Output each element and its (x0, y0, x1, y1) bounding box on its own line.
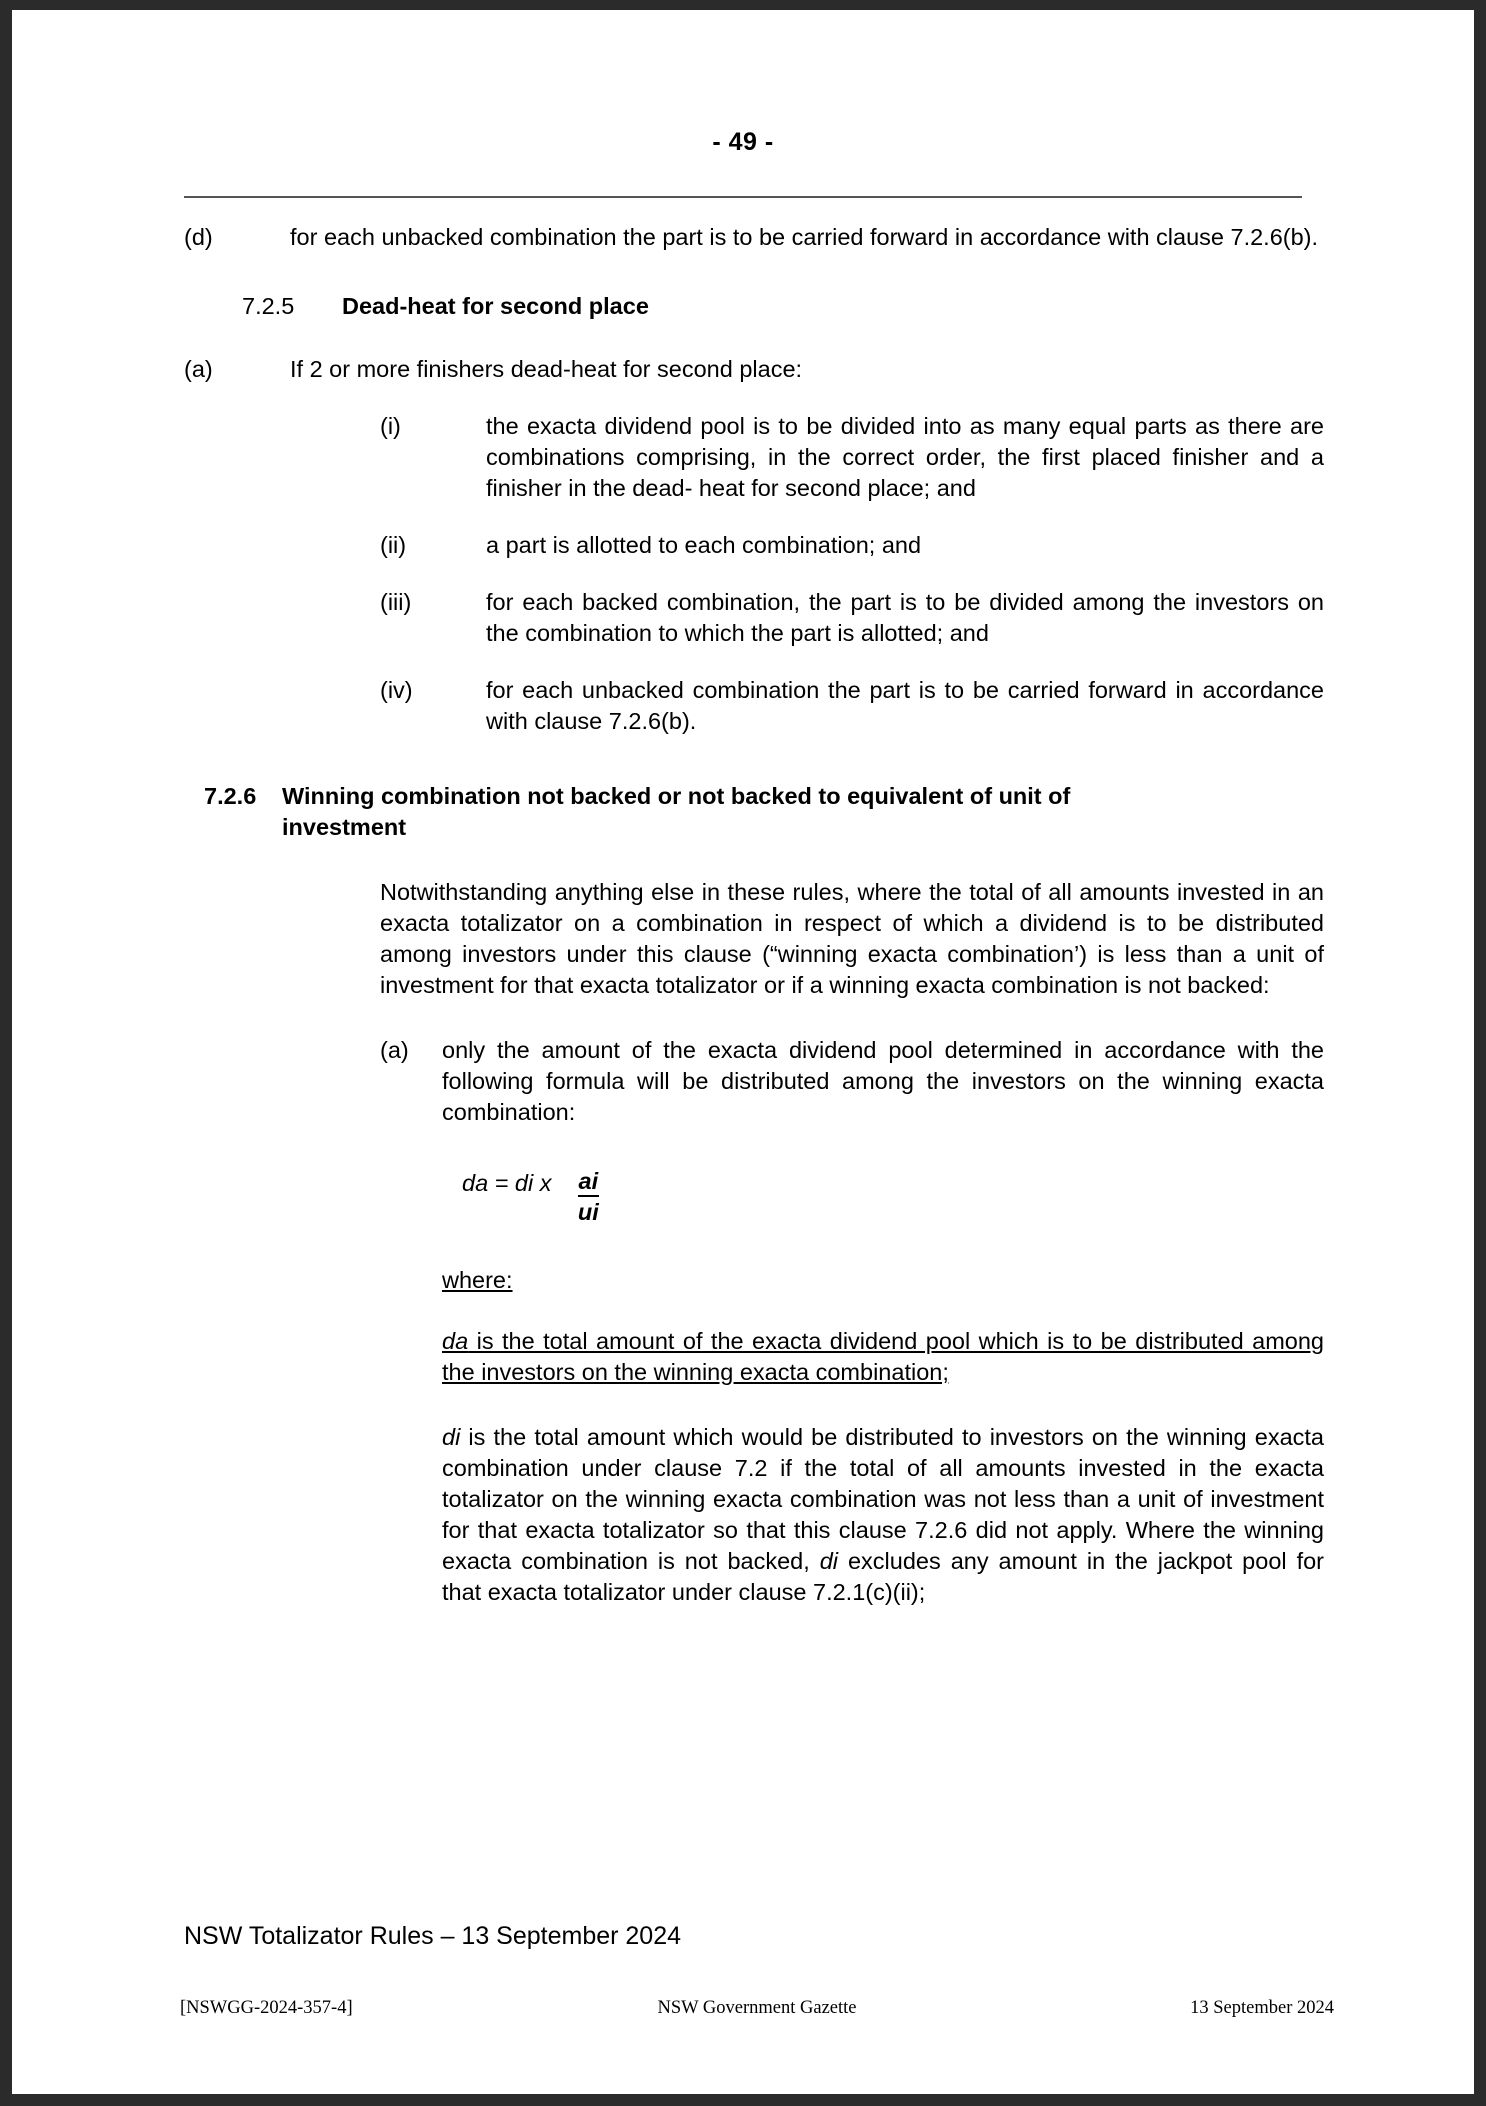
heading-7-2-6-title: Winning combination not backed or not backed to equivalent of unit of investment (282, 783, 1071, 840)
header-divider (184, 196, 1302, 198)
clause-725-a-iii (184, 587, 1324, 649)
document-body (184, 222, 1324, 1608)
where-label: where: (442, 1267, 513, 1293)
heading-7-2-6-number: 7.2.6 (204, 783, 257, 809)
definition-di-text-before: is the total amount which would be distributed to investors on the winning exacta combination under clause 7.2 if the total of all amounts invested in the exacta totalizator on the winning exacta combination was not less than a unit of investment for that exacta totalizator so that this clause 7.2.6 did not apply. Where the winning exacta combination is not backed, (442, 1424, 1324, 1574)
heading-7-2-6 (204, 781, 1324, 843)
footer-title: NSW Totalizator Rules – 13 September 2024 (184, 1922, 682, 1950)
gazette-reference: [NSWGG-2024-357-4] (180, 1998, 353, 2018)
clause-725-a-ii-marker: (ii) (380, 532, 407, 558)
clause-d-marker: (d) (184, 224, 213, 250)
clause-d-text: for each unbacked combination the part is to be carried forward in accordance with clause 7.2.6(b). (290, 224, 1319, 250)
dividend-formula (462, 1168, 1324, 1225)
clause-725-a (184, 354, 1324, 385)
clause-725-a-iii-marker: (iii) (380, 589, 412, 615)
formula-lhs: da = di x (462, 1170, 552, 1196)
definition-di-symbol-2: di (819, 1548, 839, 1574)
clause-725-a-iv-marker: (iv) (380, 677, 413, 703)
clause-725-a-text: If 2 or more finishers dead-heat for second place: (290, 356, 803, 382)
clause-726-a (380, 1035, 1324, 1128)
definition-di (442, 1422, 1324, 1608)
heading-7-2-5 (242, 291, 1324, 322)
definition-da-text: is the total amount of the exacta dividend pool which is to be distributed among the investors on the winning exacta combination; (442, 1328, 1324, 1385)
formula-fraction (578, 1168, 600, 1225)
clause-725-a-i-text: the exacta dividend pool is to be divided into as many equal parts as there are combinations comprising, in the correct order, the first placed finisher and a finisher in the dead- heat for second place; and (486, 413, 1324, 501)
definition-da-symbol: da (442, 1328, 469, 1354)
formula-denominator: ui (577, 1199, 599, 1225)
clause-725-a-iii-text: for each backed combination, the part is to be divided among the investors on the combination to which the part is allotted; and (486, 589, 1324, 646)
heading-7-2-5-title: Dead-heat for second place (342, 293, 649, 319)
definition-da (442, 1326, 1324, 1388)
definition-di-symbol: di (442, 1424, 461, 1450)
clause-726-a-marker: (a) (380, 1037, 409, 1063)
clause-725-a-i-marker: (i) (380, 413, 401, 439)
definition-di-text-after: excludes any amount in the jackpot pool for that exacta totalizator under clause 7.2.1(c)(ii); (442, 1548, 1325, 1605)
gazette-footer (180, 1998, 1334, 2019)
clause-725-a-ii-text: a part is allotted to each combination; and (486, 532, 922, 558)
clause-726-lead-text: Notwithstanding anything else in these rules, where the total of all amounts invested in an exacta totalizator on a combination in respect of which a dividend is to be distributed among investors under this clause (“winning exacta combination’) is less than a unit of investment for that exacta totalizator or if a winning exacta combination is not backed: (380, 879, 1324, 998)
clause-d (184, 222, 1324, 253)
clause-725-a-marker: (a) (184, 356, 213, 382)
page-number: - 49 - (712, 128, 774, 156)
clause-725-a-iv-text: for each unbacked combination the part is to be carried forward in accordance with clause 7.2.6(b). (486, 677, 1324, 734)
formula-numerator: ai (578, 1168, 600, 1197)
gazette-name: NSW Government Gazette (657, 1998, 857, 2018)
clause-725-a-iv (184, 675, 1324, 737)
clause-725-a-i (184, 411, 1324, 504)
page-sheet (12, 10, 1474, 2094)
heading-7-2-5-number: 7.2.5 (242, 293, 295, 319)
clause-726-a-text: only the amount of the exacta dividend pool determined in accordance with the following formula will be distributed among the investors on the winning exacta combination: (442, 1037, 1324, 1125)
gazette-date: 13 September 2024 (1190, 1998, 1334, 2018)
clause-725-a-ii (184, 530, 1324, 561)
